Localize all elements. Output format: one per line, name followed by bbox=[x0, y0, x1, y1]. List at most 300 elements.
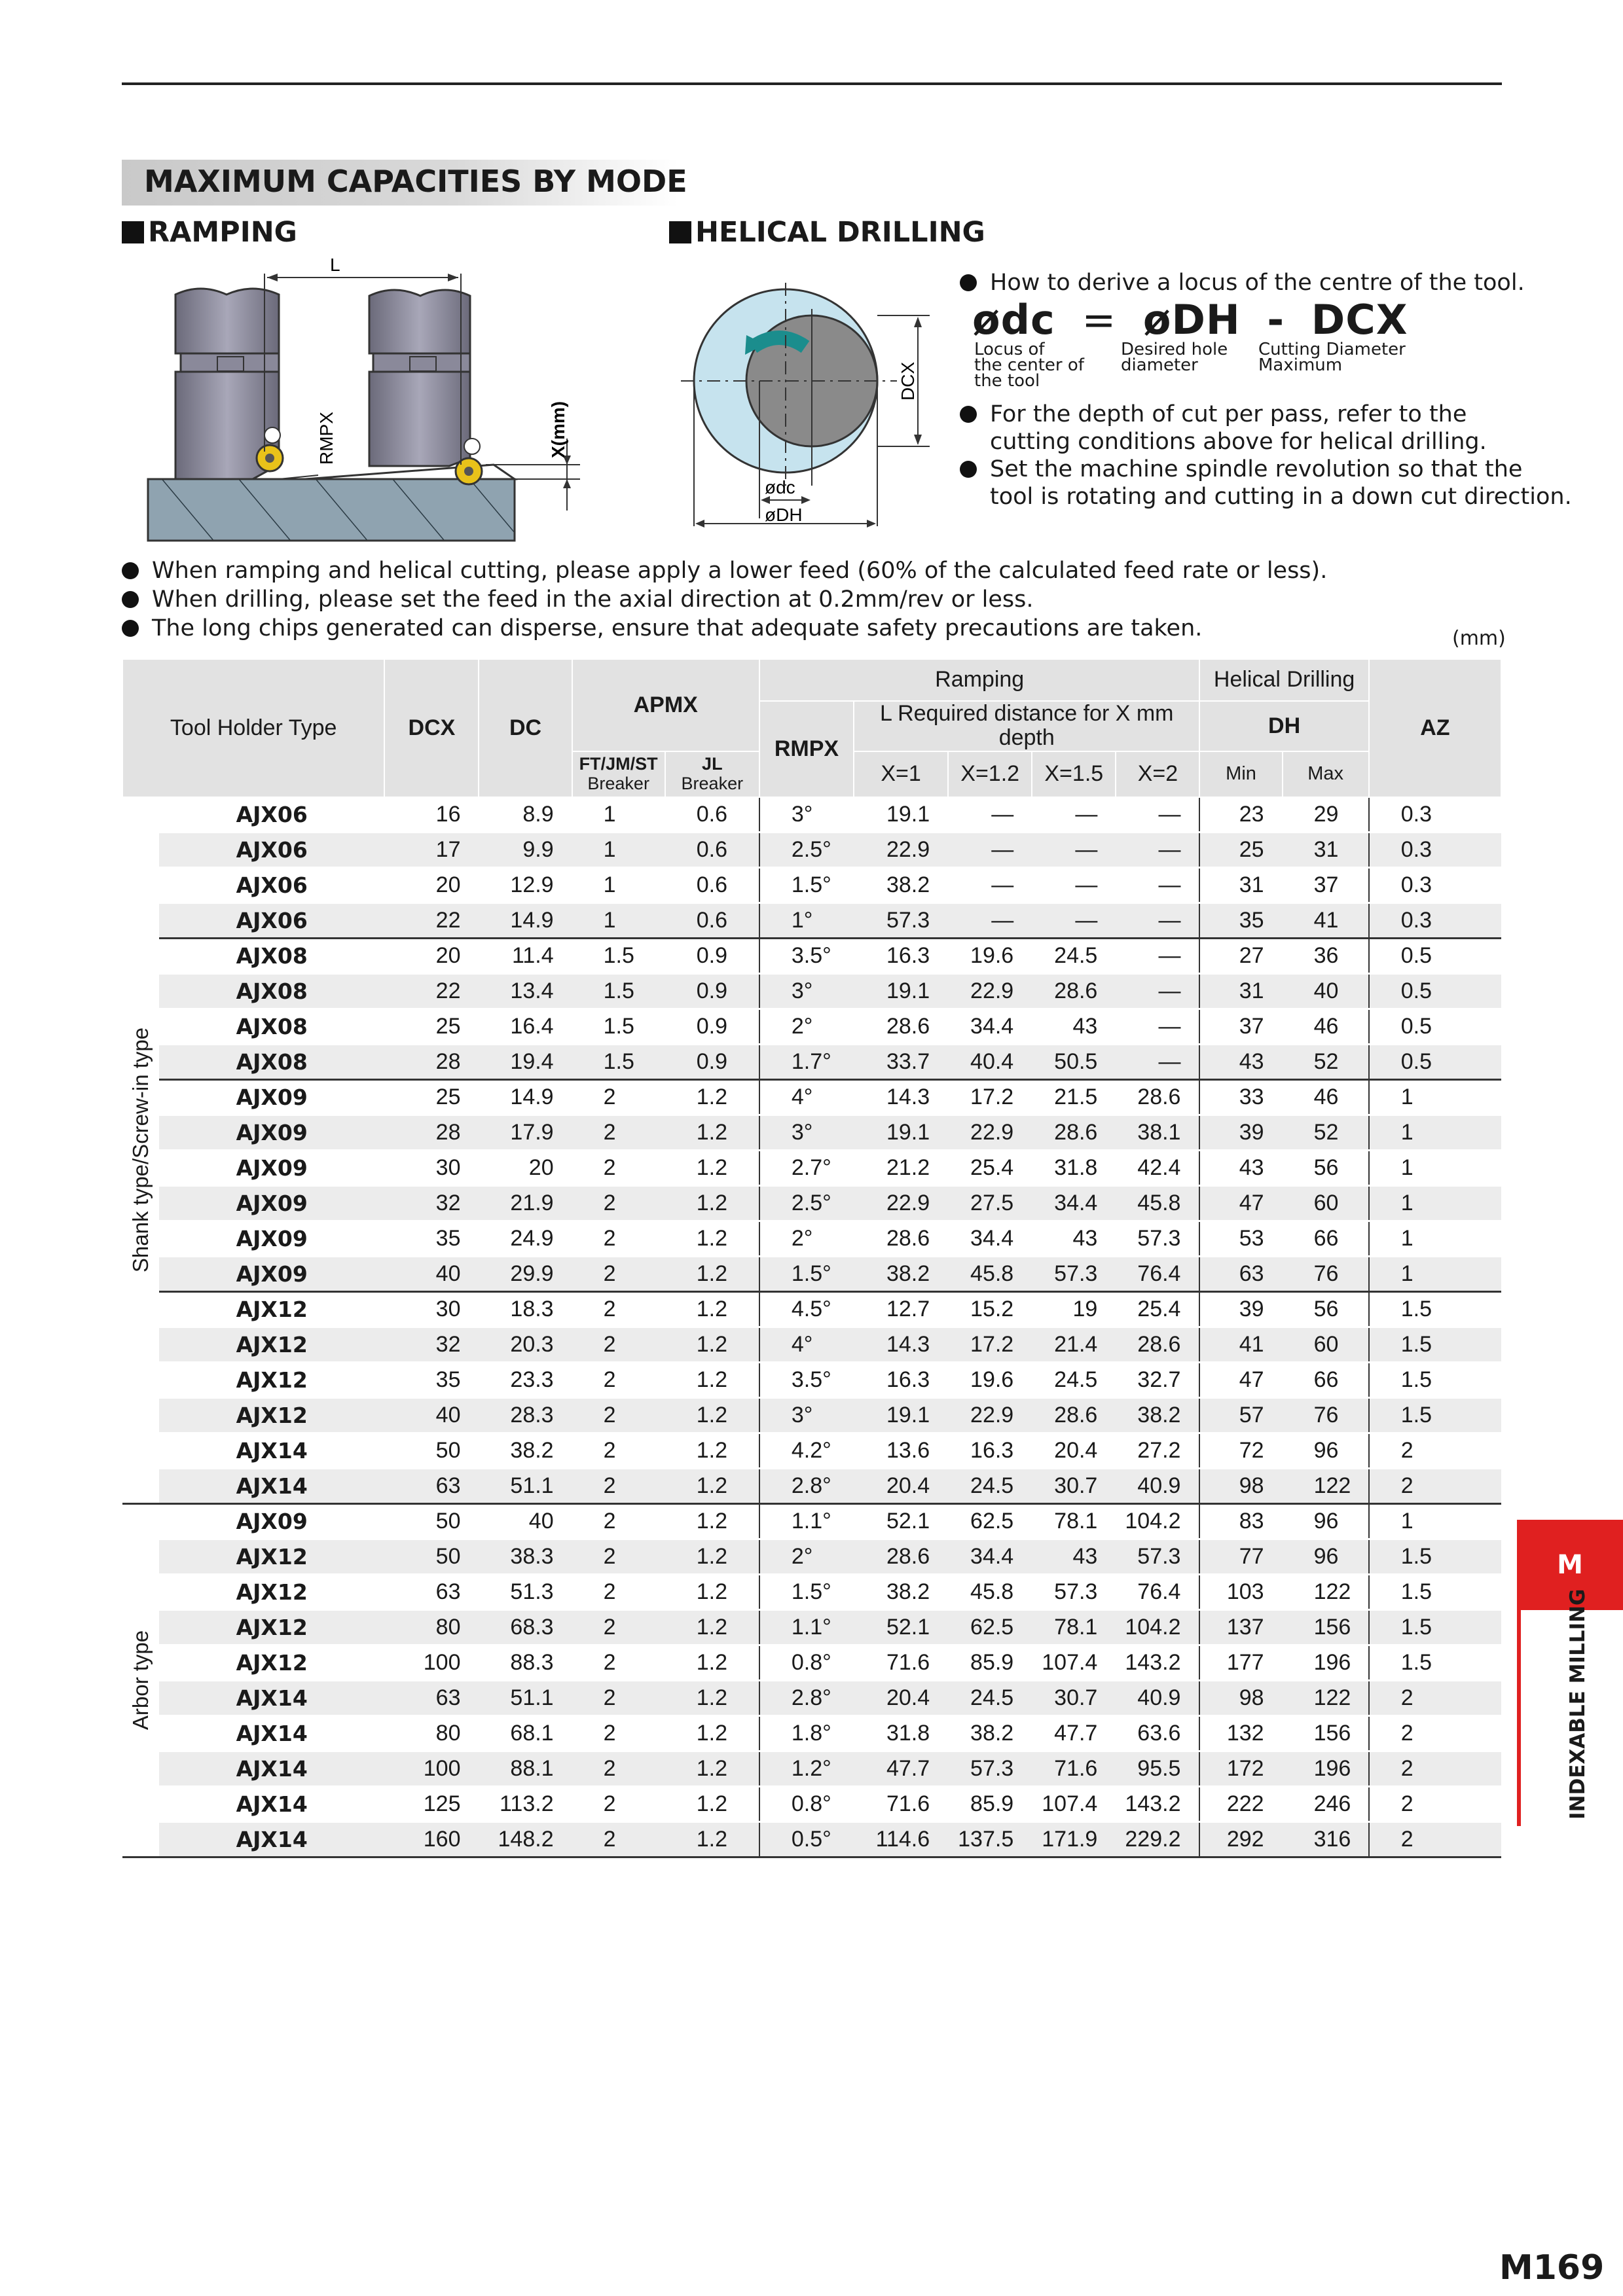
table-row bbox=[122, 832, 1501, 867]
tool-holder-cell: AJX14 bbox=[159, 1715, 384, 1751]
table-cell: 31 bbox=[1199, 867, 1282, 903]
table-cell: — bbox=[1116, 938, 1199, 973]
table-cell: 2 bbox=[572, 1715, 665, 1751]
table-cell: 60 bbox=[1283, 1327, 1369, 1362]
table-cell: 20.3 bbox=[479, 1327, 572, 1362]
table-cell: 0.9 bbox=[665, 1044, 759, 1079]
table-cell: — bbox=[1116, 867, 1199, 903]
table-row bbox=[122, 1468, 1501, 1503]
note-text: When ramping and helical cutting, please apply a lower feed (60% of the calculated feed rate or less). bbox=[152, 558, 1328, 584]
table-cell: 3.5° bbox=[759, 1362, 854, 1397]
tool-holder-cell: AJX06 bbox=[159, 832, 384, 867]
group-label-cell bbox=[122, 1503, 159, 1857]
table-cell: 2 bbox=[1369, 1786, 1501, 1821]
table-cell: 1 bbox=[1369, 1079, 1501, 1115]
table-cell: 2 bbox=[572, 1327, 665, 1362]
table-row bbox=[122, 797, 1501, 833]
table-cell: 47.7 bbox=[854, 1751, 948, 1786]
table-cell: 12.9 bbox=[479, 867, 572, 903]
table-cell: 45.8 bbox=[948, 1574, 1032, 1609]
table-cell: 16 bbox=[384, 797, 479, 833]
table-cell: 63 bbox=[1199, 1256, 1282, 1291]
table-cell: 1.2 bbox=[665, 1397, 759, 1433]
table-cell: 63.6 bbox=[1116, 1715, 1199, 1751]
top-rule bbox=[122, 82, 1502, 85]
tool-holder-cell: AJX12 bbox=[159, 1539, 384, 1574]
table-cell: 1.5 bbox=[1369, 1397, 1501, 1433]
table-cell: 57.3 bbox=[1032, 1256, 1116, 1291]
table-cell: 34.4 bbox=[1032, 1185, 1116, 1221]
table-cell: 11.4 bbox=[479, 938, 572, 973]
table-row bbox=[122, 1539, 1501, 1574]
table-cell: 31.8 bbox=[854, 1715, 948, 1751]
header-x12: X=1.2 bbox=[948, 751, 1032, 797]
table-cell: 1.2 bbox=[665, 1433, 759, 1468]
table-cell: 171.9 bbox=[1032, 1821, 1116, 1857]
table-cell: — bbox=[948, 867, 1032, 903]
table-cell: 1.2 bbox=[665, 1221, 759, 1256]
table-cell: 42.4 bbox=[1116, 1150, 1199, 1185]
table-cell: 2 bbox=[572, 1468, 665, 1503]
table-cell: 2° bbox=[759, 1009, 854, 1044]
table-cell: 1 bbox=[1369, 1221, 1501, 1256]
helical-bullet-1 bbox=[960, 401, 1487, 456]
table-cell: 104.2 bbox=[1116, 1503, 1199, 1539]
table-cell: 0.5 bbox=[1369, 1009, 1501, 1044]
table-cell: 1 bbox=[572, 903, 665, 938]
table-cell: 39 bbox=[1199, 1291, 1282, 1327]
table-cell: 1.2 bbox=[665, 1115, 759, 1150]
table-cell: 19.6 bbox=[948, 1362, 1032, 1397]
table-cell: 2 bbox=[1369, 1468, 1501, 1503]
table-cell: 19.1 bbox=[854, 973, 948, 1009]
header-l-required: L Required distance for X mm depth bbox=[854, 701, 1199, 751]
table-cell: 156 bbox=[1283, 1609, 1369, 1645]
table-cell: 0.6 bbox=[665, 867, 759, 903]
table-cell: 31.8 bbox=[1032, 1150, 1116, 1185]
table-cell: 122 bbox=[1283, 1680, 1369, 1715]
table-cell: 14.9 bbox=[479, 1079, 572, 1115]
table-cell: 2 bbox=[1369, 1433, 1501, 1468]
caption-line: Cutting Diameter bbox=[1258, 340, 1406, 359]
table-cell: 20 bbox=[479, 1150, 572, 1185]
header-dh: DH bbox=[1199, 701, 1368, 751]
table-cell: 19.1 bbox=[854, 797, 948, 833]
table-cell: 20.4 bbox=[854, 1680, 948, 1715]
table-cell: — bbox=[1032, 832, 1116, 867]
section-helical-label: HELICAL DRILLING bbox=[695, 216, 985, 249]
table-cell: 16.3 bbox=[854, 938, 948, 973]
table-cell: 137.5 bbox=[948, 1821, 1032, 1857]
table-cell: 0.5 bbox=[1369, 973, 1501, 1009]
table-row bbox=[122, 1433, 1501, 1468]
table-cell: 32.7 bbox=[1116, 1362, 1199, 1397]
bullet-icon bbox=[122, 591, 139, 608]
helical-intro-text: How to derive a locus of the centre of the tool. bbox=[990, 270, 1525, 296]
table-cell: 57.3 bbox=[1032, 1574, 1116, 1609]
table-cell: 16.4 bbox=[479, 1009, 572, 1044]
table-cell: 137 bbox=[1199, 1609, 1282, 1645]
header-x15: X=1.5 bbox=[1032, 751, 1116, 797]
tool-holder-cell: AJX09 bbox=[159, 1503, 384, 1539]
table-cell: 2 bbox=[572, 1645, 665, 1680]
table-cell: — bbox=[1032, 867, 1116, 903]
table-cell: 1 bbox=[572, 867, 665, 903]
table-cell: 3° bbox=[759, 797, 854, 833]
table-cell: 85.9 bbox=[948, 1786, 1032, 1821]
table-cell: 38.1 bbox=[1116, 1115, 1199, 1150]
table-cell: 51.1 bbox=[479, 1680, 572, 1715]
section-ramping bbox=[122, 216, 297, 249]
table-cell: 95.5 bbox=[1116, 1751, 1199, 1786]
table-cell: 85.9 bbox=[948, 1645, 1032, 1680]
table-cell: 229.2 bbox=[1116, 1821, 1199, 1857]
table-cell: 1.2 bbox=[665, 1503, 759, 1539]
table-cell: 52.1 bbox=[854, 1503, 948, 1539]
header-max: Max bbox=[1283, 751, 1369, 797]
table-cell: 24.5 bbox=[948, 1468, 1032, 1503]
formula-caption-term1 bbox=[1121, 342, 1228, 373]
table-cell: 57 bbox=[1199, 1397, 1282, 1433]
table-row bbox=[122, 1574, 1501, 1609]
table-cell: 1 bbox=[572, 832, 665, 867]
table-cell: 32 bbox=[384, 1327, 479, 1362]
table-cell: 1.2 bbox=[665, 1574, 759, 1609]
caption-line: Maximum bbox=[1258, 355, 1343, 375]
table-cell: 28.6 bbox=[1032, 973, 1116, 1009]
table-cell: 12.7 bbox=[854, 1291, 948, 1327]
table-cell: 57.3 bbox=[948, 1751, 1032, 1786]
table-cell: 88.1 bbox=[479, 1751, 572, 1786]
tool-holder-cell: AJX12 bbox=[159, 1291, 384, 1327]
header-jl-breaker-line2: Breaker bbox=[681, 773, 744, 793]
table-row bbox=[122, 1009, 1501, 1044]
table-cell: 107.4 bbox=[1032, 1786, 1116, 1821]
table-cell: 1.2 bbox=[665, 1362, 759, 1397]
header-ft-breaker-line2: Breaker bbox=[587, 773, 649, 793]
table-cell: 24.5 bbox=[1032, 938, 1116, 973]
table-cell: 0.5 bbox=[1369, 1044, 1501, 1079]
table-cell: 62.5 bbox=[948, 1609, 1032, 1645]
tool-left bbox=[175, 289, 283, 479]
table-cell: 32 bbox=[384, 1185, 479, 1221]
table-cell: 47 bbox=[1199, 1362, 1282, 1397]
table-cell: 30 bbox=[384, 1291, 479, 1327]
table-cell: 1.7° bbox=[759, 1044, 854, 1079]
table-cell: 21.4 bbox=[1032, 1327, 1116, 1362]
table-cell: 21.5 bbox=[1032, 1079, 1116, 1115]
table-cell: 246 bbox=[1283, 1786, 1369, 1821]
table-row bbox=[122, 1751, 1501, 1786]
table-cell: 68.1 bbox=[479, 1715, 572, 1751]
label-x: X(mm) bbox=[548, 401, 568, 458]
table-cell: 72 bbox=[1199, 1433, 1282, 1468]
tool-holder-cell: AJX14 bbox=[159, 1821, 384, 1857]
table-cell: 1.5° bbox=[759, 867, 854, 903]
table-cell: 40 bbox=[479, 1503, 572, 1539]
header-min: Min bbox=[1199, 751, 1282, 797]
table-cell: 0.9 bbox=[665, 1009, 759, 1044]
tool-holder-cell: AJX08 bbox=[159, 1044, 384, 1079]
table-row bbox=[122, 1115, 1501, 1150]
tool-holder-cell: AJX12 bbox=[159, 1362, 384, 1397]
table-cell: 196 bbox=[1283, 1751, 1369, 1786]
table-cell: 2 bbox=[1369, 1751, 1501, 1786]
table-cell: 24.9 bbox=[479, 1221, 572, 1256]
table-cell: 0.3 bbox=[1369, 832, 1501, 867]
table-cell: 71.6 bbox=[854, 1786, 948, 1821]
table-cell: 38.2 bbox=[854, 1574, 948, 1609]
helical-bullet-2 bbox=[960, 456, 1572, 511]
table-cell: 2 bbox=[572, 1221, 665, 1256]
table-row bbox=[122, 1397, 1501, 1433]
helical-bullet-text: For the depth of cut per pass, refer to the bbox=[990, 401, 1467, 427]
tool-holder-cell: AJX09 bbox=[159, 1115, 384, 1150]
table-cell: 19.6 bbox=[948, 938, 1032, 973]
table-cell: 1.5 bbox=[572, 973, 665, 1009]
table-cell: 40 bbox=[384, 1256, 479, 1291]
table-cell: 77 bbox=[1199, 1539, 1282, 1574]
table-cell: 1.2 bbox=[665, 1680, 759, 1715]
table-cell: 17.2 bbox=[948, 1079, 1032, 1115]
caption-line: Desired hole bbox=[1121, 340, 1228, 359]
table-cell: 0.9 bbox=[665, 973, 759, 1009]
tool-holder-cell: AJX12 bbox=[159, 1645, 384, 1680]
table-cell: 1.5° bbox=[759, 1256, 854, 1291]
section-tab-line bbox=[1517, 1610, 1521, 1826]
table-cell: 177 bbox=[1199, 1645, 1282, 1680]
table-cell: 43 bbox=[1032, 1539, 1116, 1574]
caption-line: the tool bbox=[974, 371, 1040, 391]
table-row bbox=[122, 1079, 1501, 1115]
table-cell: 1.2 bbox=[665, 1786, 759, 1821]
bullet-icon bbox=[960, 274, 977, 291]
table-cell: 57.3 bbox=[854, 903, 948, 938]
table-cell: 113.2 bbox=[479, 1786, 572, 1821]
table-cell: 37 bbox=[1283, 867, 1369, 903]
table-cell: 3° bbox=[759, 1397, 854, 1433]
table-cell: 17.9 bbox=[479, 1115, 572, 1150]
tool-holder-cell: AJX08 bbox=[159, 938, 384, 973]
table-row bbox=[122, 1821, 1501, 1857]
table-cell: 1.5 bbox=[1369, 1574, 1501, 1609]
table-row bbox=[122, 1221, 1501, 1256]
table-cell: 172 bbox=[1199, 1751, 1282, 1786]
table-cell: — bbox=[1116, 903, 1199, 938]
table-cell: 1.5 bbox=[1369, 1539, 1501, 1574]
table-cell: 13.4 bbox=[479, 973, 572, 1009]
table-cell: 4.2° bbox=[759, 1433, 854, 1468]
bullet-icon bbox=[960, 461, 977, 478]
table-row bbox=[122, 1327, 1501, 1362]
table-cell: 28.3 bbox=[479, 1397, 572, 1433]
table-cell: 1.2 bbox=[665, 1150, 759, 1185]
table-cell: 25.4 bbox=[948, 1150, 1032, 1185]
table-cell: 34.4 bbox=[948, 1221, 1032, 1256]
formula-equals: = bbox=[1082, 296, 1117, 344]
formula-term2: DCX bbox=[1311, 296, 1408, 344]
table-cell: 40 bbox=[1283, 973, 1369, 1009]
table-cell: 143.2 bbox=[1116, 1645, 1199, 1680]
table-cell: 21.9 bbox=[479, 1185, 572, 1221]
square-bullet-icon bbox=[122, 221, 144, 243]
table-body bbox=[122, 797, 1501, 1857]
table-cell: 1.5 bbox=[572, 938, 665, 973]
tool-holder-cell: AJX14 bbox=[159, 1751, 384, 1786]
table-cell: 0.8° bbox=[759, 1786, 854, 1821]
table-cell: 1 bbox=[1369, 1256, 1501, 1291]
table-cell: — bbox=[1116, 832, 1199, 867]
table-cell: 80 bbox=[384, 1609, 479, 1645]
table-cell: 38.2 bbox=[854, 867, 948, 903]
table-cell: 14.3 bbox=[854, 1327, 948, 1362]
label-dcx: DCX bbox=[898, 361, 918, 401]
table-cell: 63 bbox=[384, 1468, 479, 1503]
table-cell: 1.8° bbox=[759, 1715, 854, 1751]
table-cell: 1.2 bbox=[665, 1715, 759, 1751]
table-cell: — bbox=[1116, 1044, 1199, 1079]
note-1 bbox=[122, 558, 1327, 584]
bullet-icon bbox=[122, 562, 139, 579]
table-cell: 16.3 bbox=[948, 1433, 1032, 1468]
header-rmpx: RMPX bbox=[759, 701, 854, 797]
caption-line: diameter bbox=[1121, 355, 1198, 375]
section-side-label: INDEXABLE MILLING bbox=[1566, 1588, 1590, 1820]
tool-holder-cell: AJX09 bbox=[159, 1079, 384, 1115]
note-2 bbox=[122, 586, 1034, 613]
table-cell: 14.9 bbox=[479, 903, 572, 938]
table-cell: 0.3 bbox=[1369, 867, 1501, 903]
table-cell: 25 bbox=[384, 1079, 479, 1115]
table-cell: 98 bbox=[1199, 1680, 1282, 1715]
table-cell: 1 bbox=[1369, 1185, 1501, 1221]
table-cell: 96 bbox=[1283, 1433, 1369, 1468]
table-cell: 15.2 bbox=[948, 1291, 1032, 1327]
tool-holder-cell: AJX09 bbox=[159, 1150, 384, 1185]
table-cell: 41 bbox=[1283, 903, 1369, 938]
table-cell: 35 bbox=[384, 1362, 479, 1397]
table-cell: 47.7 bbox=[1032, 1715, 1116, 1751]
table-cell: 71.6 bbox=[854, 1645, 948, 1680]
table-cell: 68.3 bbox=[479, 1609, 572, 1645]
table-cell: 25 bbox=[1199, 832, 1282, 867]
table-cell: 104.2 bbox=[1116, 1609, 1199, 1645]
table-cell: 13.6 bbox=[854, 1433, 948, 1468]
table-cell: 76.4 bbox=[1116, 1574, 1199, 1609]
table-cell: 46 bbox=[1283, 1079, 1369, 1115]
table-cell: 0.5 bbox=[1369, 938, 1501, 973]
table-cell: 1.1° bbox=[759, 1609, 854, 1645]
group-label: Arbor type bbox=[128, 1630, 153, 1731]
ramping-diagram bbox=[122, 249, 750, 550]
table-cell: 148.2 bbox=[479, 1821, 572, 1857]
bullet-icon bbox=[122, 620, 139, 637]
table-cell: 114.6 bbox=[854, 1821, 948, 1857]
note-text: When drilling, please set the feed in the axial direction at 0.2mm/rev or less. bbox=[152, 586, 1034, 613]
tool-holder-cell: AJX12 bbox=[159, 1574, 384, 1609]
table-cell: 76.4 bbox=[1116, 1256, 1199, 1291]
table-cell: 96 bbox=[1283, 1503, 1369, 1539]
table-cell: 62.5 bbox=[948, 1503, 1032, 1539]
table-cell: 1.5 bbox=[1369, 1609, 1501, 1645]
table-cell: 20.4 bbox=[854, 1468, 948, 1503]
table-cell: 2 bbox=[572, 1503, 665, 1539]
tool-holder-cell: AJX14 bbox=[159, 1468, 384, 1503]
table-cell: 1 bbox=[1369, 1115, 1501, 1150]
header-x2: X=2 bbox=[1116, 751, 1199, 797]
table-row bbox=[122, 973, 1501, 1009]
table-cell: — bbox=[1032, 797, 1116, 833]
section-helical bbox=[669, 216, 985, 249]
table-cell: 292 bbox=[1199, 1821, 1282, 1857]
table-cell: — bbox=[1116, 1009, 1199, 1044]
tool-holder-cell: AJX14 bbox=[159, 1786, 384, 1821]
table-cell: 2 bbox=[572, 1150, 665, 1185]
table-cell: 50.5 bbox=[1032, 1044, 1116, 1079]
table-cell: 40.9 bbox=[1116, 1680, 1199, 1715]
table-cell: 22.9 bbox=[948, 1115, 1032, 1150]
table-cell: 2.8° bbox=[759, 1468, 854, 1503]
table-cell: 4° bbox=[759, 1079, 854, 1115]
table-cell: 17 bbox=[384, 832, 479, 867]
table-cell: 31 bbox=[1199, 973, 1282, 1009]
table-row bbox=[122, 1786, 1501, 1821]
table-cell: — bbox=[1116, 973, 1199, 1009]
table-cell: 25 bbox=[384, 1009, 479, 1044]
table-row bbox=[122, 903, 1501, 938]
table-cell: 316 bbox=[1283, 1821, 1369, 1857]
table-row bbox=[122, 1291, 1501, 1327]
formula bbox=[972, 296, 1408, 344]
table-cell: 1 bbox=[1369, 1150, 1501, 1185]
table-cell: 33.7 bbox=[854, 1044, 948, 1079]
table-cell: 28.6 bbox=[854, 1221, 948, 1256]
table-cell: — bbox=[948, 797, 1032, 833]
page-number: M169 bbox=[1499, 2248, 1605, 2287]
table-cell: 57.3 bbox=[1116, 1539, 1199, 1574]
formula-caption-term2 bbox=[1258, 342, 1406, 373]
table-cell: 2° bbox=[759, 1221, 854, 1256]
table-cell: 2 bbox=[1369, 1715, 1501, 1751]
table-cell: 0.6 bbox=[665, 832, 759, 867]
header-dc: DC bbox=[479, 659, 572, 797]
table-cell: 53 bbox=[1199, 1221, 1282, 1256]
label-odh: øDH bbox=[765, 505, 803, 525]
table-cell: 4.5° bbox=[759, 1291, 854, 1327]
table-cell: 2 bbox=[572, 1115, 665, 1150]
table-cell: 57.3 bbox=[1116, 1221, 1199, 1256]
table-cell: 2 bbox=[572, 1574, 665, 1609]
table-cell: 76 bbox=[1283, 1397, 1369, 1433]
table-cell: 52 bbox=[1283, 1115, 1369, 1150]
table-cell: 2.7° bbox=[759, 1150, 854, 1185]
table-cell: 160 bbox=[384, 1821, 479, 1857]
formula-caption-lhs bbox=[974, 342, 1084, 389]
table-cell: 4° bbox=[759, 1327, 854, 1362]
table-cell: 0.3 bbox=[1369, 797, 1501, 833]
table-cell: 2 bbox=[572, 1079, 665, 1115]
table-cell: 83 bbox=[1199, 1503, 1282, 1539]
tool-holder-cell: AJX14 bbox=[159, 1433, 384, 1468]
table-cell: 1.5 bbox=[1369, 1327, 1501, 1362]
table-cell: 20 bbox=[384, 867, 479, 903]
label-odc: ødc bbox=[765, 477, 795, 497]
table-cell: 156 bbox=[1283, 1715, 1369, 1751]
table-cell: 27.2 bbox=[1116, 1433, 1199, 1468]
tool-holder-cell: AJX09 bbox=[159, 1256, 384, 1291]
table-cell: 71.6 bbox=[1032, 1751, 1116, 1786]
table-cell: 22.9 bbox=[854, 832, 948, 867]
